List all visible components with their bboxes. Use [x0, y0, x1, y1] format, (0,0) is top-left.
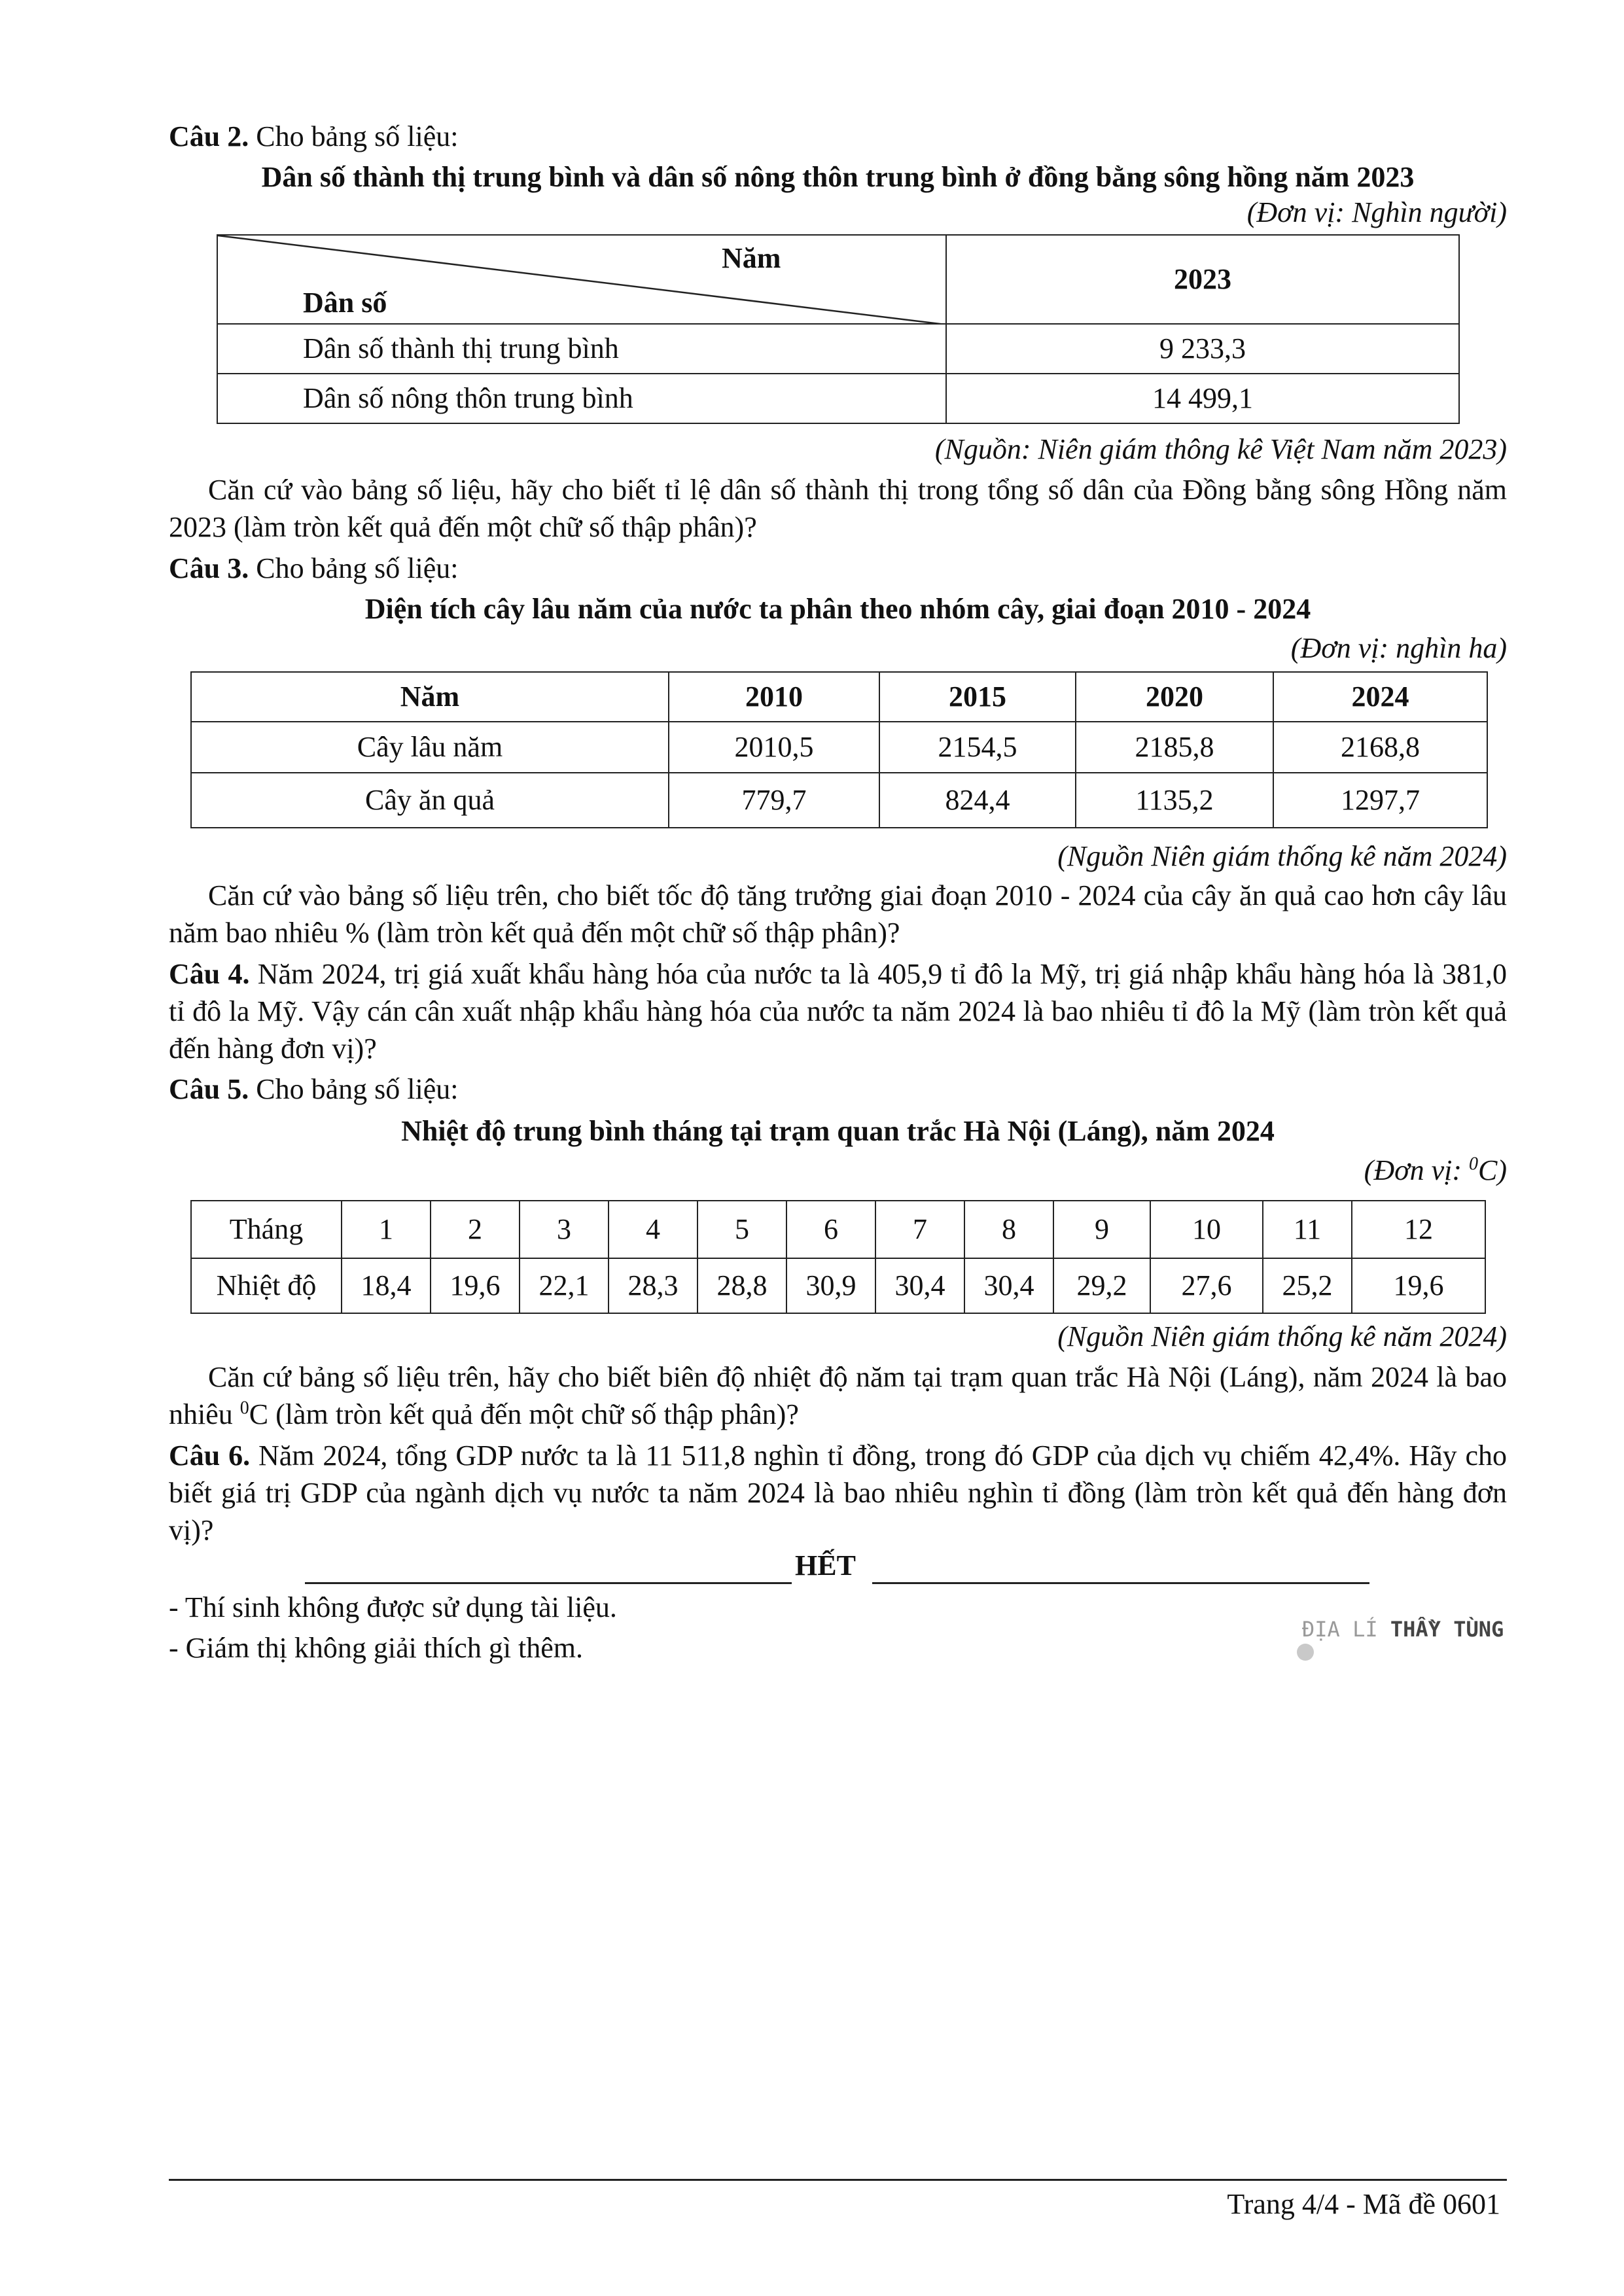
end-rule-left [305, 1582, 792, 1584]
q2-row-value: 14 499,1 [946, 374, 1459, 423]
q5-temp-cell: 28,3 [609, 1258, 697, 1313]
q2-table [217, 234, 1460, 424]
q3-table [190, 671, 1488, 828]
q2-unit: (Đơn vị: Nghìn người) [1246, 196, 1507, 228]
q2-heading [169, 118, 1507, 155]
q5-row-label: Nhiệt độ [191, 1258, 342, 1313]
q3-cell: 1297,7 [1273, 773, 1487, 828]
page-footer: Trang 4/4 - Mã đề 0601 [1227, 2188, 1500, 2220]
q3-label: Câu 3. [169, 552, 249, 584]
q4-paragraph [169, 955, 1507, 1068]
q5-month-cell: 8 [964, 1201, 1053, 1258]
table-row [217, 324, 1459, 374]
table-row [217, 374, 1459, 423]
table-row [191, 1258, 1485, 1313]
q2-question: Căn cứ vào bảng số liệu, hãy cho biết tỉ lệ dân số thành thị trong tổng số dân của Đồng bằng sông Hồng năm 2023 (làm tròn kết quả đến một chữ số thập phân)? [169, 474, 1507, 544]
q5-label: Câu 5. [169, 1073, 249, 1105]
q3-header-cell: 2015 [879, 672, 1076, 722]
q5-temp-cell: 27,6 [1150, 1258, 1263, 1313]
q3-cell: Cây lâu năm [191, 722, 669, 773]
footer-rule [169, 2179, 1507, 2181]
q5-month-cell: 9 [1053, 1201, 1150, 1258]
q3-unit: (Đơn vị: nghìn ha) [1290, 632, 1507, 664]
q3-cell: 779,7 [669, 773, 879, 828]
q5-temp-cell: 30,4 [964, 1258, 1053, 1313]
q5-temp-cell: 19,6 [431, 1258, 520, 1313]
q2-row-value: 9 233,3 [946, 324, 1459, 374]
q2-row-label: Dân số thành thị trung bình [217, 324, 946, 374]
q5-table [190, 1200, 1486, 1314]
q2-label: Câu 2. [169, 120, 249, 152]
q5-month-cell: 3 [520, 1201, 609, 1258]
q3-header-cell: 2020 [1076, 672, 1273, 722]
q3-cell: 824,4 [879, 773, 1076, 828]
q5-question [169, 1358, 1507, 1433]
table-row [191, 672, 1487, 722]
q3-header-cell: 2010 [669, 672, 879, 722]
q5-table-title: Nhiệt độ trung bình tháng tại trạm quan trắc Hà Nội (Láng), năm 2024 [401, 1115, 1275, 1147]
q5-temp-cell: 30,4 [875, 1258, 964, 1313]
q5-temp-cell: 19,6 [1352, 1258, 1485, 1313]
q5-unit [169, 1152, 1507, 1189]
q4-text: Năm 2024, trị giá xuất khẩu hàng hóa của nước ta là 405,9 tỉ đô la Mỹ, trị giá nhập khẩu hàng hóa là 381,0 tỉ đô la Mỹ. Vậy cán cân xuất nhập khẩu hàng hóa của nước ta năm 2024 là bao nhiêu tỉ đô la Mỹ (làm tròn kết quả đến hàng đơn vị)? [169, 958, 1507, 1065]
q5-question-sup: 0 [239, 1398, 249, 1419]
q6-label: Câu 6. [169, 1439, 251, 1472]
q5-question-pre: Căn cứ bảng số liệu trên, hãy cho biết biên độ nhiệt độ năm tại trạm quan trắc Hà Nội (Láng), năm 2024 là bao nhiêu [169, 1361, 1507, 1431]
q5-temp-cell: 18,4 [342, 1258, 431, 1313]
q2-header-diagonal-cell [217, 235, 946, 324]
q2-source: (Nguồn: Niên giám thông kê Việt Nam năm 2023) [934, 433, 1507, 465]
q2-header-year-label: Năm [722, 242, 781, 274]
q5-question-post: C (làm tròn kết quả đến một chữ số thập phân)? [249, 1398, 799, 1431]
q2-row-label: Dân số nông thôn trung bình [217, 374, 946, 423]
q3-header-cell: 2024 [1273, 672, 1487, 722]
q5-unit-pre: (Đơn vị: [1364, 1154, 1469, 1186]
table-row [191, 722, 1487, 773]
q5-temp-cell: 29,2 [1053, 1258, 1150, 1313]
q5-month-cell: 5 [697, 1201, 786, 1258]
q5-temp-cell: 30,9 [786, 1258, 875, 1313]
q5-temp-cell: 22,1 [520, 1258, 609, 1313]
q2-header-population-label: Dân số [303, 287, 387, 319]
q3-cell: Cây ăn quả [191, 773, 669, 828]
q5-month-cell: 6 [786, 1201, 875, 1258]
brand-part1: ĐỊA LÍ [1302, 1617, 1378, 1642]
q3-header-cell: Năm [191, 672, 669, 722]
q2-intro: Cho bảng số liệu: [249, 120, 459, 152]
q3-intro: Cho bảng số liệu: [249, 552, 459, 584]
q6-text: Năm 2024, tổng GDP nước ta là 11 511,8 nghìn tỉ đồng, trong đó GDP của dịch vụ chiếm 42,4%. Hãy cho biết giá trị GDP của ngành dịch vụ nước ta năm 2024 là bao nhiêu nghìn tỉ đồng (làm tròn kết quả đến hàng đơn vị)? [169, 1439, 1508, 1547]
q3-cell: 2010,5 [669, 722, 879, 773]
q3-cell: 2154,5 [879, 722, 1076, 773]
q5-temp-cell: 25,2 [1263, 1258, 1352, 1313]
q3-table-title: Diện tích cây lâu năm của nước ta phân theo nhóm cây, giai đoạn 2010 - 2024 [364, 593, 1311, 625]
q3-cell: 2168,8 [1273, 722, 1487, 773]
table-row [191, 773, 1487, 828]
q5-month-cell: 7 [875, 1201, 964, 1258]
q5-source: (Nguồn Niên giám thống kê năm 2024) [1057, 1320, 1507, 1352]
brand-part2: THẦY TÙNG [1377, 1617, 1504, 1642]
q3-cell: 1135,2 [1076, 773, 1273, 828]
q5-temp-cell: 28,8 [697, 1258, 786, 1313]
q5-month-cell: 12 [1352, 1201, 1485, 1258]
q2-table-title: Dân số thành thị trung bình và dân số nông thôn trung bình ở đồng bằng sông hồng năm 2023 [261, 161, 1415, 193]
q5-month-cell: 2 [431, 1201, 520, 1258]
q2-header-2023: 2023 [946, 235, 1459, 324]
note-1: - Thí sinh không được sử dụng tài liệu. [169, 1591, 617, 1623]
q5-unit-sup: 0 [1469, 1154, 1478, 1174]
q3-question: Căn cứ vào bảng số liệu trên, cho biết tốc độ tăng trưởng giai đoạn 2010 - 2024 của cây ăn quả cao hơn cây lâu năm bao nhiêu % (làm tròn kết quả đến một chữ số thập phân)? [169, 879, 1507, 949]
table-row [191, 1201, 1485, 1258]
note-2: - Giám thị không giải thích gì thêm. [169, 1632, 584, 1664]
brand-watermark [1302, 1616, 1507, 1670]
q5-month-cell: 11 [1263, 1201, 1352, 1258]
q5-row-label: Tháng [191, 1201, 342, 1258]
q5-month-cell: 10 [1150, 1201, 1263, 1258]
q6-paragraph [169, 1437, 1507, 1549]
brand-dot-icon [1297, 1644, 1314, 1661]
q3-heading [169, 550, 1507, 587]
q3-cell: 2185,8 [1076, 722, 1273, 773]
q3-source: (Nguồn Niên giám thống kê năm 2024) [1057, 840, 1507, 872]
q5-intro: Cho bảng số liệu: [249, 1073, 459, 1105]
q5-heading [169, 1070, 1507, 1108]
q5-month-cell: 1 [342, 1201, 431, 1258]
q5-month-cell: 4 [609, 1201, 697, 1258]
end-rule-right [872, 1582, 1369, 1584]
q4-label: Câu 4. [169, 958, 250, 990]
end-mark: HẾT [795, 1549, 856, 1581]
q5-unit-post: C) [1478, 1154, 1507, 1186]
